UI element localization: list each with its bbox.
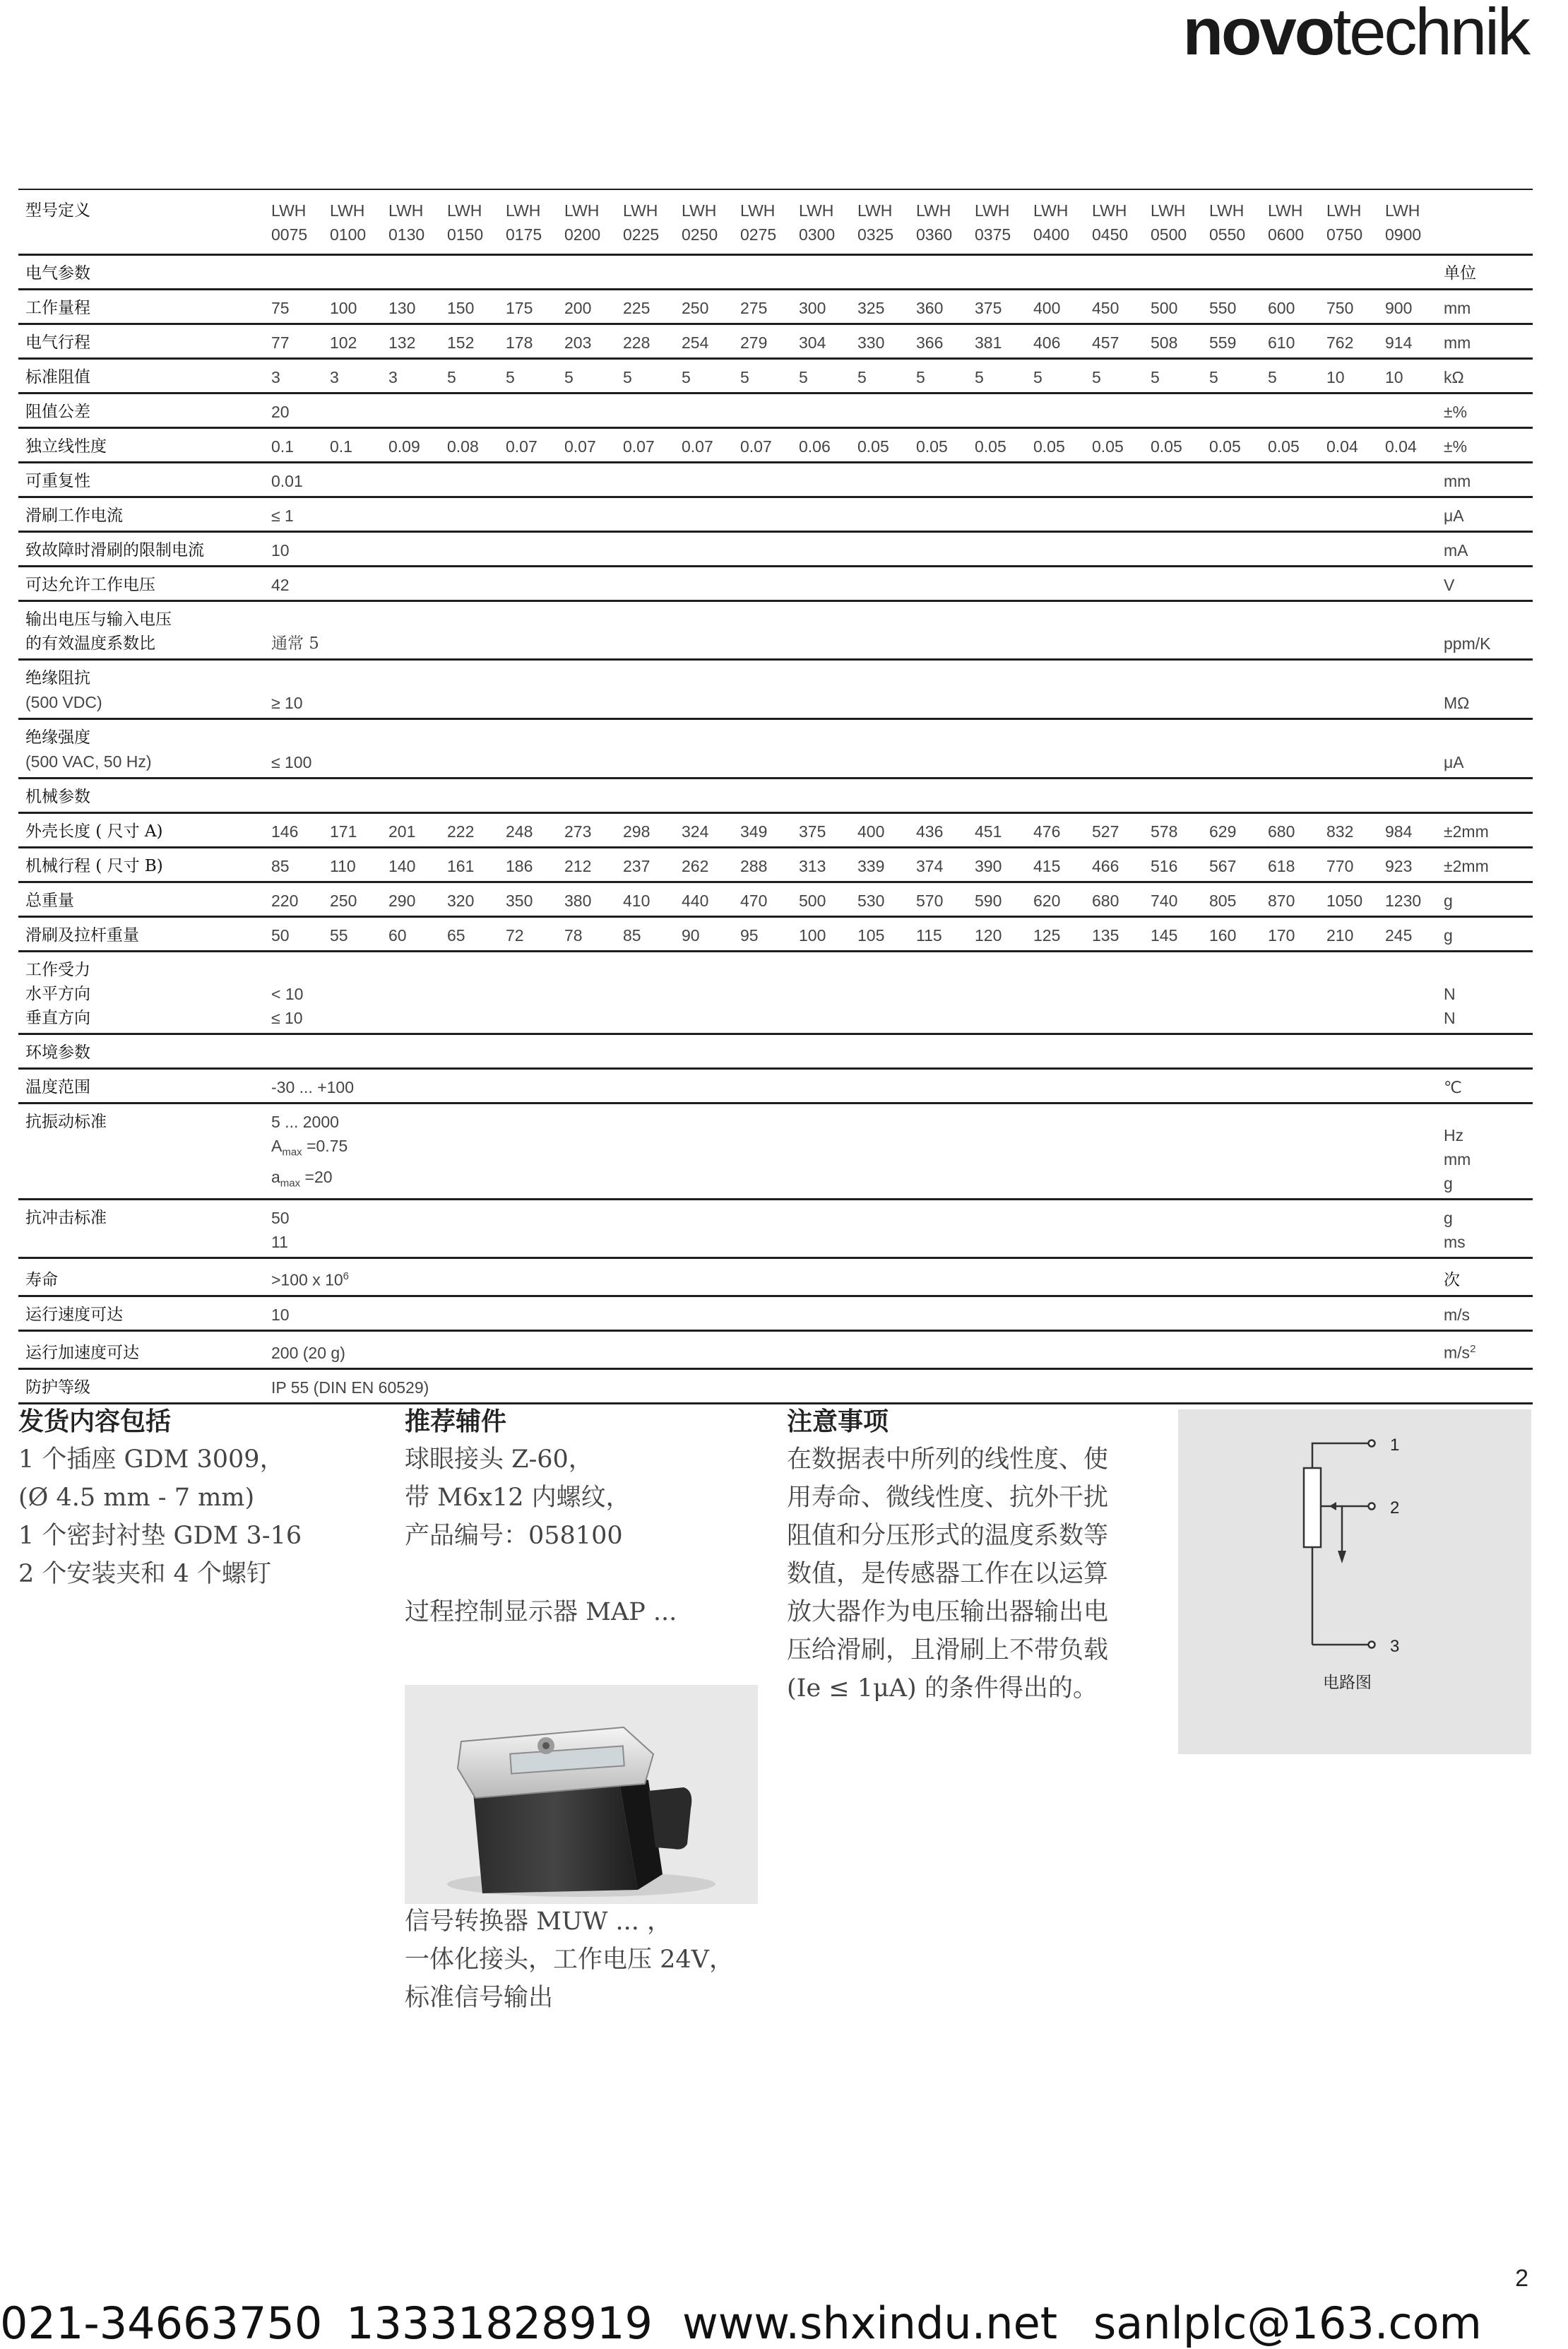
table-cell: 620: [1033, 882, 1092, 917]
table-cell: 750: [1326, 290, 1385, 324]
table-cell: 10: [1385, 359, 1444, 394]
delivery-section: 发货内容包括 1 个插座 GDM 3009， (Ø 4.5 mm - 7 mm) 1 个密封衬垫 GDM 3-16 2 个安装夹和 4 个螺钉: [18, 1402, 386, 1593]
table-cell: 100: [799, 917, 857, 952]
table-cell: 374: [916, 848, 975, 882]
table-cell: 150: [447, 290, 506, 324]
table-cell: 559: [1209, 324, 1268, 359]
model-header: LWH 0550: [1209, 189, 1268, 255]
table-row: [18, 848, 1533, 882]
table-cell: 870: [1268, 882, 1326, 917]
table-cell: 600: [1268, 290, 1326, 324]
table-cell: 900: [1385, 290, 1444, 324]
circuit-diagram: [1178, 1409, 1531, 1754]
table-cell: 200: [564, 290, 623, 324]
table-cell: 161: [447, 848, 506, 882]
table-cell: 5: [506, 359, 564, 394]
model-header: LWH 0200: [564, 189, 623, 255]
table-cell: 508: [1151, 324, 1209, 359]
table-cell: 85: [271, 848, 330, 882]
table-row: 抗冲击标准 50 11 g ms: [18, 1200, 1533, 1258]
table-cell: 3: [330, 359, 388, 394]
table-cell: 923: [1385, 848, 1444, 882]
section-mechanical: 机械参数: [18, 779, 1533, 813]
accessories-section: 推荐辅件 球眼接头 Z-60， 带 M6x12 内螺纹， 产品编号：058100 过程控制显示器 MAP ...: [405, 1402, 772, 1631]
table-cell: 132: [388, 324, 447, 359]
table-cell: 245: [1385, 917, 1444, 952]
unit-cell: ℃: [1444, 1069, 1533, 1104]
model-header: LWH 0275: [740, 189, 799, 255]
table-row: [18, 1069, 1533, 1104]
table-cell: 0.01: [271, 463, 1444, 497]
table-cell: 50: [271, 917, 330, 952]
model-header: LWH 0150: [447, 189, 506, 255]
model-header: LWH 0225: [623, 189, 682, 255]
table-cell: 55: [330, 917, 388, 952]
table-cell: 210: [1326, 917, 1385, 952]
table-cell: 914: [1385, 324, 1444, 359]
table-row: [18, 394, 1533, 428]
row-label: 电气行程: [18, 324, 271, 359]
table-row: 运行加速度可达 200 (20 g) $m/s^2$: [18, 1330, 1533, 1368]
table-cell: 279: [740, 324, 799, 359]
table-cell: 0.05: [1033, 428, 1092, 463]
table-cell: 770: [1326, 848, 1385, 882]
table-row: [18, 463, 1533, 497]
footer-website[interactable]: www.shxindu.net: [682, 2297, 1058, 2349]
row-label: 温度范围: [18, 1069, 271, 1104]
table-cell: 75: [271, 290, 330, 324]
table-cell: 304: [799, 324, 857, 359]
table-cell: 290: [388, 882, 447, 917]
table-cell: 0.05: [1209, 428, 1268, 463]
table-cell: 60: [388, 917, 447, 952]
delivery-title: 发货内容包括: [18, 1407, 172, 1436]
header-row: [18, 189, 1533, 255]
table-cell: 366: [916, 324, 975, 359]
table-cell: 5: [623, 359, 682, 394]
table-cell: 500: [799, 882, 857, 917]
table-cell: 400: [1033, 290, 1092, 324]
table-cell: 248: [506, 813, 564, 848]
table-cell: 530: [857, 882, 916, 917]
table-cell: 115: [916, 917, 975, 952]
table-row: [18, 532, 1533, 567]
table-row: [18, 428, 1533, 463]
table-cell: 500: [1151, 290, 1209, 324]
table-cell: 5: [740, 359, 799, 394]
table-cell: 203: [564, 324, 623, 359]
table-cell: 740: [1151, 882, 1209, 917]
table-cell: 0.07: [564, 428, 623, 463]
table-cell: 300: [799, 290, 857, 324]
model-header: LWH 0750: [1326, 189, 1385, 255]
table-cell: 0.1: [330, 428, 388, 463]
table-cell: 324: [682, 813, 740, 848]
table-row: [18, 497, 1533, 532]
table-cell: 349: [740, 813, 799, 848]
table-cell: 375: [799, 813, 857, 848]
table-row: [18, 359, 1533, 394]
table-cell: 451: [975, 813, 1033, 848]
table-row: 绝缘阻抗 (500 VDC) ≥ 10 MΩ: [18, 660, 1533, 719]
table-cell: 152: [447, 324, 506, 359]
unit-header: 单位: [1444, 255, 1533, 290]
model-header: LWH 0500: [1151, 189, 1209, 255]
table-cell: 110: [330, 848, 388, 882]
table-cell: 125: [1033, 917, 1092, 952]
table-cell: 375: [975, 290, 1033, 324]
model-header: LWH 0130: [388, 189, 447, 255]
model-header: LWH 0175: [506, 189, 564, 255]
table-cell: 805: [1209, 882, 1268, 917]
table-cell: 10: [271, 532, 1444, 567]
row-label: 机械行程 ( 尺寸 B): [18, 848, 271, 882]
table-cell: 222: [447, 813, 506, 848]
table-cell: 201: [388, 813, 447, 848]
table-cell: 0.05: [1151, 428, 1209, 463]
row-label: 阻值公差: [18, 394, 271, 428]
unit-cell: ±2mm: [1444, 813, 1533, 848]
table-row: [18, 290, 1533, 324]
table-cell: 42: [271, 567, 1444, 601]
header-label: 型号定义: [18, 189, 271, 255]
contact-footer: [0, 2297, 1568, 2349]
table-cell: 225: [623, 290, 682, 324]
row-label: 可达允许工作电压: [18, 567, 271, 601]
table-row: 防护等级 IP 55 (DIN EN 60529): [18, 1368, 1533, 1403]
table-cell: 85: [623, 917, 682, 952]
table-cell: 254: [682, 324, 740, 359]
notes-section: 注意事项 在数据表中所列的线性度、使 用寿命、微线性度、抗外干扰 阻值和分压形式的温度系数等 数值，是传感器工作在以运算 放大器作为电压输出器输出电 压给滑刷，且滑刷上不带负载 (Ie ≤ 1μA) 的条件得出的。: [787, 1402, 1154, 1708]
table-cell: 380: [564, 882, 623, 917]
unit-cell: ±2mm: [1444, 848, 1533, 882]
model-header: LWH 0325: [857, 189, 916, 255]
table-cell: 171: [330, 813, 388, 848]
table-cell: 160: [1209, 917, 1268, 952]
pin-3-label: 3: [1390, 1637, 1400, 1656]
row-label: 运行速度可达: [18, 1296, 271, 1330]
table-cell: 5: [682, 359, 740, 394]
table-cell: 440: [682, 882, 740, 917]
model-header: LWH 0375: [975, 189, 1033, 255]
table-cell: 20: [271, 394, 1444, 428]
notes-title: 注意事项: [787, 1407, 889, 1436]
section-label: 电气参数: [18, 255, 271, 290]
table-cell: 0.1: [271, 428, 330, 463]
model-header: LWH 0600: [1268, 189, 1326, 255]
table-cell: 516: [1151, 848, 1209, 882]
table-cell: 220: [271, 882, 330, 917]
potentiometer-schematic: [1178, 1409, 1531, 1754]
model-header: LWH 0250: [682, 189, 740, 255]
table-cell: 360: [916, 290, 975, 324]
table-cell: 339: [857, 848, 916, 882]
model-header: LWH 0400: [1033, 189, 1092, 255]
table-cell: 72: [506, 917, 564, 952]
table-cell: 186: [506, 848, 564, 882]
row-label: 滑刷及拉杆重量: [18, 917, 271, 952]
table-cell: 1050: [1326, 882, 1385, 917]
table-cell: 0.07: [740, 428, 799, 463]
table-cell: 1230: [1385, 882, 1444, 917]
table-cell: 330: [857, 324, 916, 359]
section-electrical: [18, 255, 1533, 290]
row-label: 独立线性度: [18, 428, 271, 463]
table-cell: 237: [623, 848, 682, 882]
table-cell: 5: [975, 359, 1033, 394]
section-environment: 环境参数: [18, 1034, 1533, 1069]
footer-phone-2: 13331828919: [346, 2297, 653, 2349]
table-cell: 5: [1092, 359, 1151, 394]
table-cell: 10: [1326, 359, 1385, 394]
table-cell: 570: [916, 882, 975, 917]
table-cell: 288: [740, 848, 799, 882]
model-header: LWH 0100: [330, 189, 388, 255]
table-cell: 10: [271, 1296, 1444, 1330]
table-row: 输出电压与输入电压 的有效温度系数比 通常 5 ppm/K: [18, 601, 1533, 660]
table-cell: 0.05: [1092, 428, 1151, 463]
table-row: [18, 1296, 1533, 1330]
connector-illustration: [405, 1685, 758, 1904]
table-row: 工作受力 水平方向 垂直方向 < 10 ≤ 10 N N: [18, 952, 1533, 1034]
unit-cell: μA: [1444, 497, 1533, 532]
model-header: LWH 0360: [916, 189, 975, 255]
row-label: 总重量: [18, 882, 271, 917]
table-cell: 457: [1092, 324, 1151, 359]
table-row: 抗振动标准 5 ... 2000 $A_{max} =0.75$ $a_{max} =20$ Hz mm g: [18, 1104, 1533, 1200]
table-cell: 313: [799, 848, 857, 882]
table-cell: 476: [1033, 813, 1092, 848]
table-cell: 140: [388, 848, 447, 882]
table-row: [18, 324, 1533, 359]
accessories-title: 推荐辅件: [405, 1407, 507, 1436]
pin-1-label: 1: [1390, 1436, 1400, 1455]
table-cell: 135: [1092, 917, 1151, 952]
footer-phone-1: 021-34663750: [0, 2297, 323, 2349]
unit-cell: kΩ: [1444, 359, 1533, 394]
table-cell: 90: [682, 917, 740, 952]
table-cell: 390: [975, 848, 1033, 882]
table-cell: 102: [330, 324, 388, 359]
table-cell: 120: [975, 917, 1033, 952]
table-cell: 680: [1268, 813, 1326, 848]
table-cell: 406: [1033, 324, 1092, 359]
table-row: [18, 917, 1533, 952]
table-cell: 400: [857, 813, 916, 848]
table-cell: -30 ... +100: [271, 1069, 1444, 1104]
table-cell: 618: [1268, 848, 1326, 882]
table-cell: 5: [564, 359, 623, 394]
table-cell: ≤ 1: [271, 497, 1444, 532]
brand-logo: novotechnik: [1182, 0, 1528, 69]
table-cell: 5: [447, 359, 506, 394]
unit-cell: g: [1444, 917, 1533, 952]
unit-cell: V: [1444, 567, 1533, 601]
table-cell: 610: [1268, 324, 1326, 359]
page-number: 2: [1515, 2265, 1528, 2292]
unit-cell: mm: [1444, 290, 1533, 324]
row-label: 可重复性: [18, 463, 271, 497]
table-cell: 105: [857, 917, 916, 952]
signal-converter-photo: [405, 1685, 758, 1904]
table-cell: 95: [740, 917, 799, 952]
row-label: 致故障时滑刷的限制电流: [18, 532, 271, 567]
table-cell: 629: [1209, 813, 1268, 848]
table-cell: 298: [623, 813, 682, 848]
unit-cell: mA: [1444, 532, 1533, 567]
table-cell: 410: [623, 882, 682, 917]
row-label: 滑刷工作电流: [18, 497, 271, 532]
table-cell: 590: [975, 882, 1033, 917]
table-cell: 0.07: [682, 428, 740, 463]
model-header: LWH 0900: [1385, 189, 1444, 255]
table-cell: 550: [1209, 290, 1268, 324]
table-cell: 175: [506, 290, 564, 324]
table-cell: 415: [1033, 848, 1092, 882]
table-cell: 578: [1151, 813, 1209, 848]
table-cell: 0.04: [1326, 428, 1385, 463]
table-cell: 762: [1326, 324, 1385, 359]
table-cell: 65: [447, 917, 506, 952]
table-cell: 77: [271, 324, 330, 359]
table-cell: 984: [1385, 813, 1444, 848]
model-header: LWH 0300: [799, 189, 857, 255]
table-cell: 0.05: [857, 428, 916, 463]
table-cell: 470: [740, 882, 799, 917]
table-cell: 527: [1092, 813, 1151, 848]
table-cell: 832: [1326, 813, 1385, 848]
table-cell: 5: [1151, 359, 1209, 394]
table-cell: 250: [330, 882, 388, 917]
table-cell: 325: [857, 290, 916, 324]
table-cell: 450: [1092, 290, 1151, 324]
table-cell: 0.06: [799, 428, 857, 463]
table-cell: 0.07: [623, 428, 682, 463]
unit-cell: ±%: [1444, 428, 1533, 463]
table-cell: 0.05: [975, 428, 1033, 463]
table-cell: 275: [740, 290, 799, 324]
table-cell: 5: [916, 359, 975, 394]
table-cell: 567: [1209, 848, 1268, 882]
pin-2-label: 2: [1390, 1498, 1400, 1517]
table-cell: 5: [1033, 359, 1092, 394]
table-cell: 0.05: [1268, 428, 1326, 463]
table-cell: 0.09: [388, 428, 447, 463]
table-cell: 5: [799, 359, 857, 394]
table-cell: 170: [1268, 917, 1326, 952]
table-cell: 680: [1092, 882, 1151, 917]
table-cell: 3: [271, 359, 330, 394]
unit-cell: mm: [1444, 463, 1533, 497]
table-cell: 0.08: [447, 428, 506, 463]
table-cell: 0.07: [506, 428, 564, 463]
table-cell: 5: [1209, 359, 1268, 394]
table-cell: 146: [271, 813, 330, 848]
table-cell: 78: [564, 917, 623, 952]
unit-cell: g: [1444, 882, 1533, 917]
table-cell: 262: [682, 848, 740, 882]
row-label: 标准阻值: [18, 359, 271, 394]
table-cell: 320: [447, 882, 506, 917]
table-row: 寿命 >100 x $10^6$ 次: [18, 1258, 1533, 1296]
table-cell: 3: [388, 359, 447, 394]
spec-table: [18, 189, 1533, 1404]
table-cell: 0.04: [1385, 428, 1444, 463]
table-row: [18, 567, 1533, 601]
row-label: 外壳长度 ( 尺寸 A): [18, 813, 271, 848]
table-cell: 0.05: [916, 428, 975, 463]
unit-cell: ±%: [1444, 394, 1533, 428]
table-cell: 178: [506, 324, 564, 359]
table-cell: 5: [857, 359, 916, 394]
table-cell: 350: [506, 882, 564, 917]
table-cell: 100: [330, 290, 388, 324]
table-cell: 273: [564, 813, 623, 848]
table-row: [18, 813, 1533, 848]
table-cell: 436: [916, 813, 975, 848]
model-header: LWH 0450: [1092, 189, 1151, 255]
table-cell: 130: [388, 290, 447, 324]
table-cell: 381: [975, 324, 1033, 359]
table-cell: 212: [564, 848, 623, 882]
row-label: 工作量程: [18, 290, 271, 324]
table-row: [18, 882, 1533, 917]
table-cell: 466: [1092, 848, 1151, 882]
table-cell: 145: [1151, 917, 1209, 952]
signal-converter-caption: 信号转换器 MUW ... ， 一体化接头，工作电压 24V， 标准信号输出: [405, 1907, 734, 2012]
footer-email[interactable]: sanlplc@163.com: [1093, 2297, 1482, 2349]
model-header: LWH 0075: [271, 189, 330, 255]
unit-cell: m/s: [1444, 1296, 1533, 1330]
unit-cell: mm: [1444, 324, 1533, 359]
table-row: 绝缘强度 (500 VAC, 50 Hz) ≤ 100 μA: [18, 719, 1533, 779]
table-cell: 250: [682, 290, 740, 324]
table-cell: 5: [1268, 359, 1326, 394]
circuit-caption: 电路图: [1323, 1674, 1372, 1692]
table-cell: 228: [623, 324, 682, 359]
